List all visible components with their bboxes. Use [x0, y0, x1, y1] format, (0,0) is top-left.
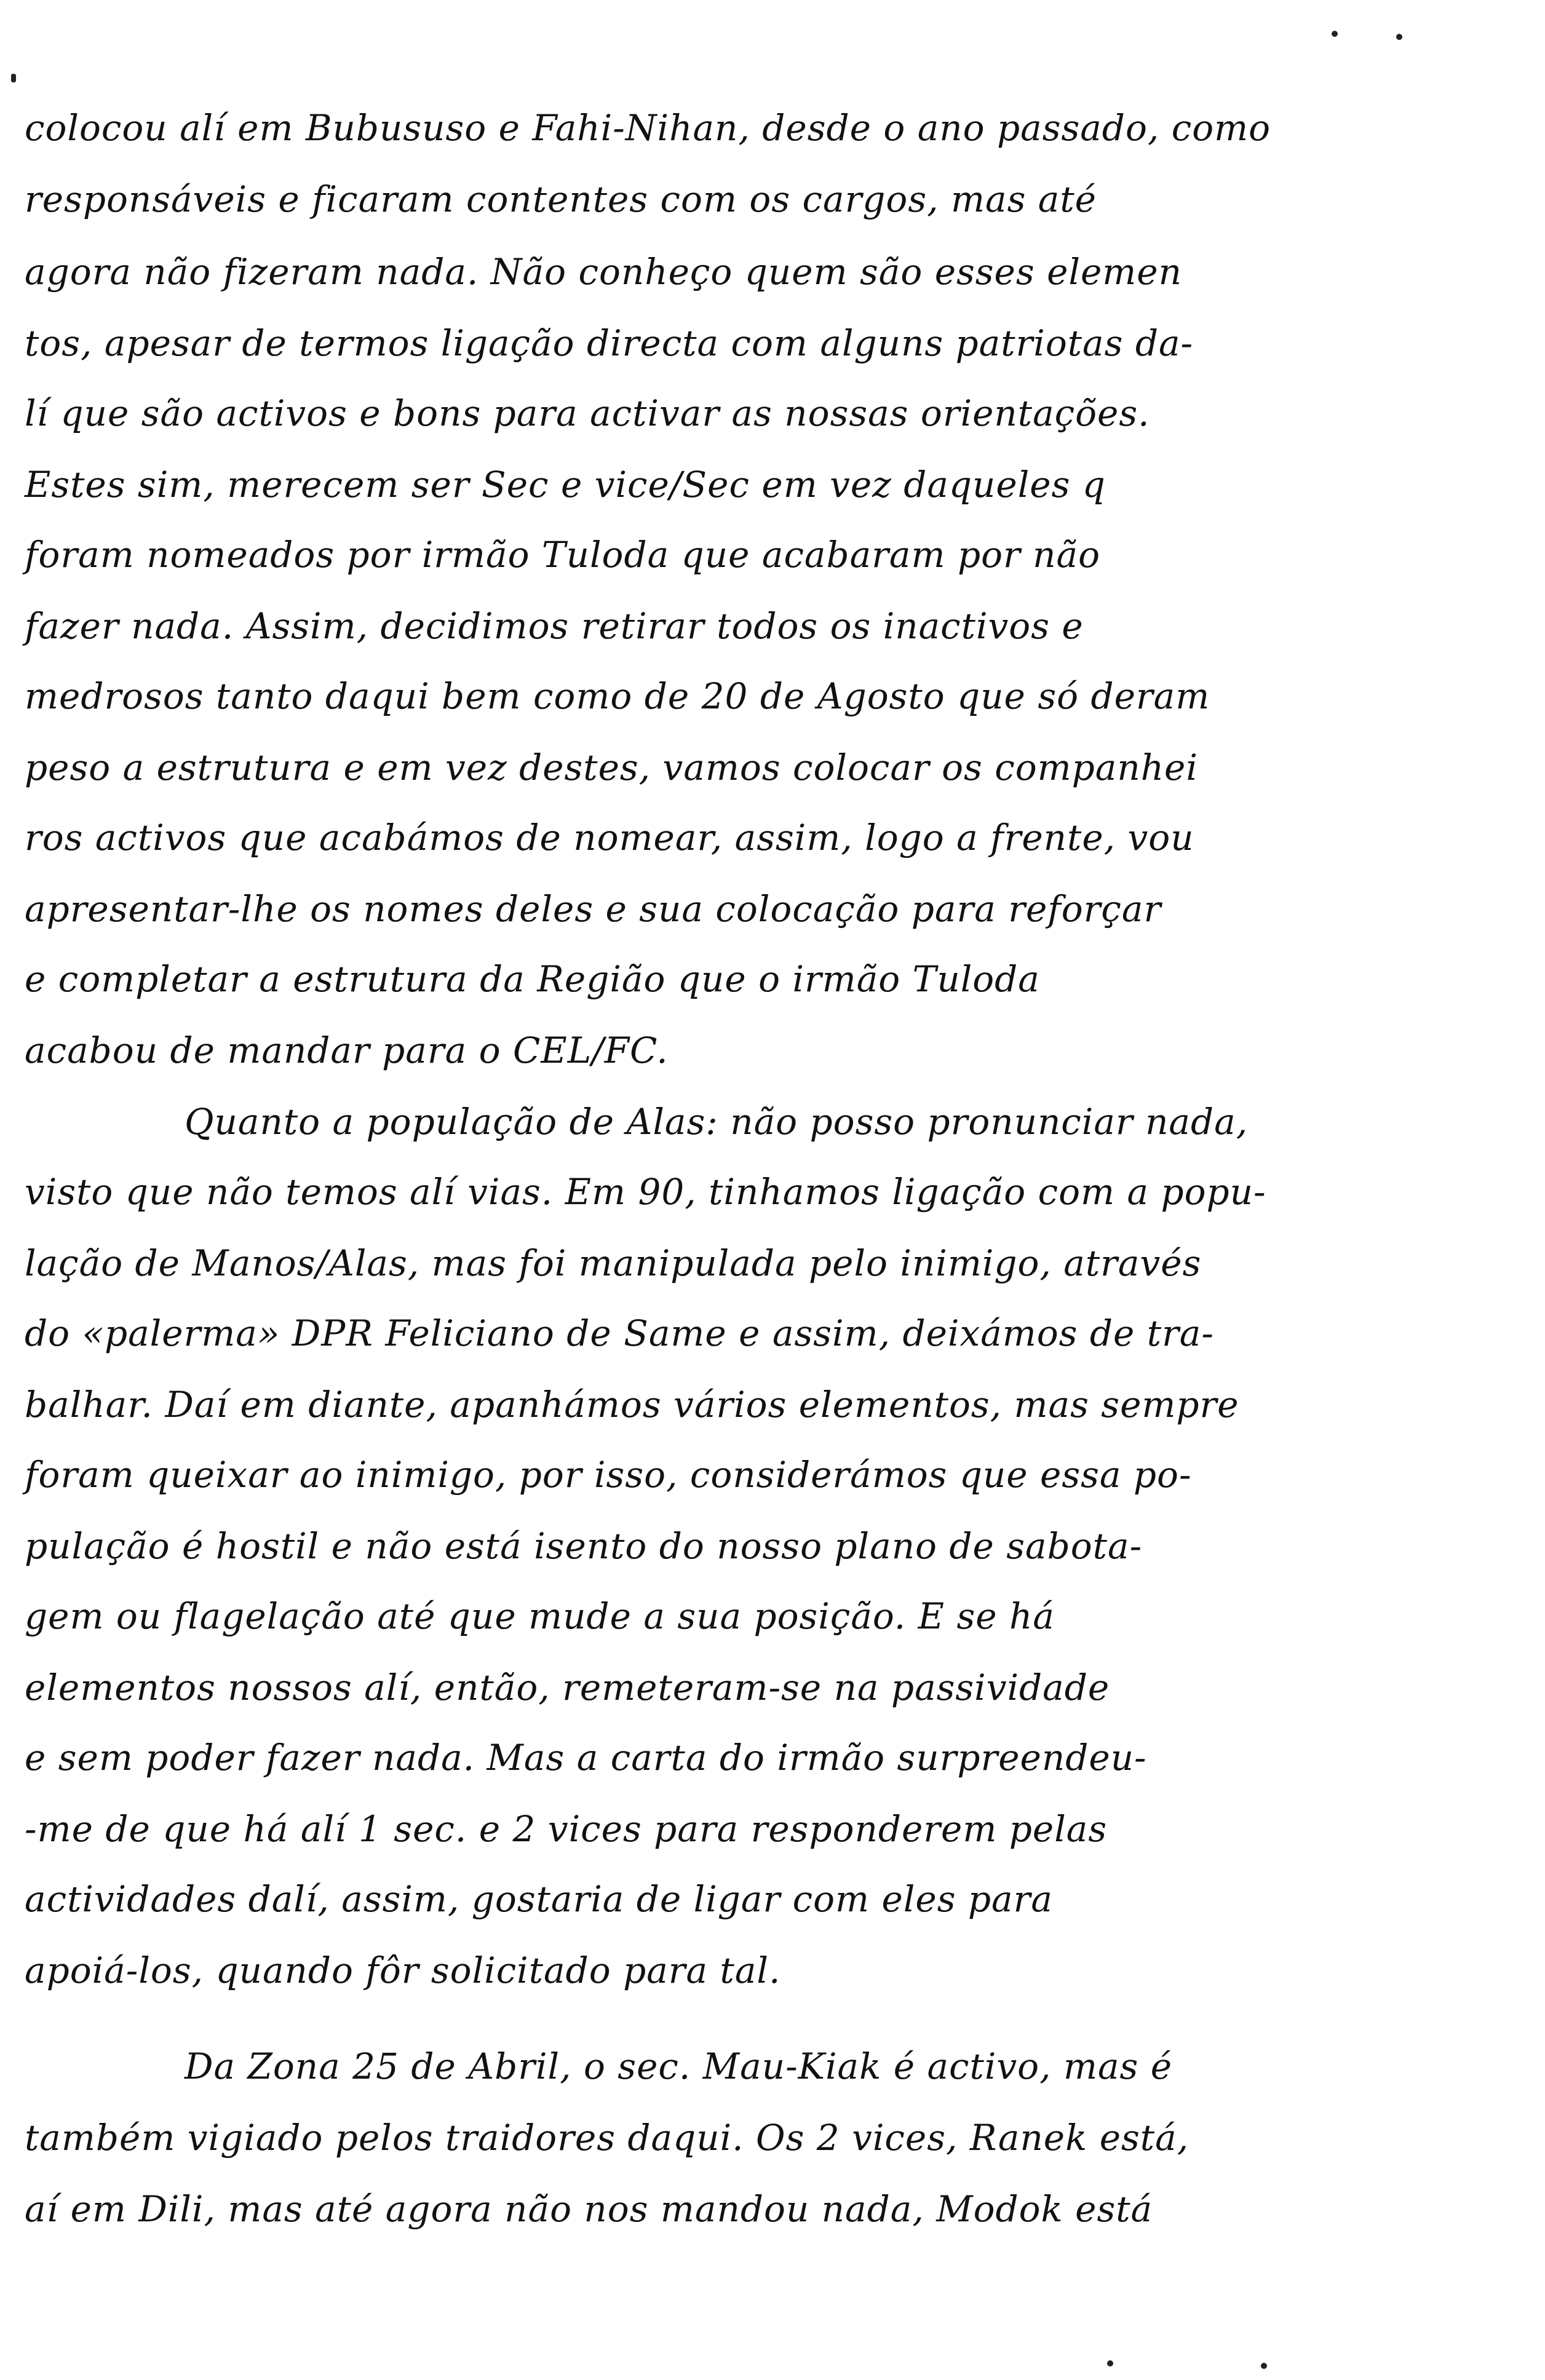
- letter-line: foram nomeados por irmão Tuloda que acabaram por não: [25, 534, 1101, 576]
- letter-line: lação de Manos/Alas, mas foi manipulada pelo inimigo, através: [25, 1242, 1202, 1284]
- letter-line: responsáveis e ficaram contentes com os cargos, mas até: [25, 178, 1097, 220]
- letter-line: visto que não temos alí vias. Em 90, tinhamos ligação com a popu-: [25, 1171, 1266, 1213]
- letter-line: e completar a estrutura da Região que o irmão Tuloda: [25, 958, 1040, 1000]
- ink-speck: [1107, 2360, 1113, 2366]
- letter-line: apoiá-los, quando fôr solicitado para tal.: [25, 1950, 781, 1991]
- letter-line: pulação é hostil e não está isento do nosso plano de sabota-: [25, 1525, 1143, 1567]
- letter-line: peso a estrutura e em vez destes, vamos colocar os companhei: [25, 747, 1198, 788]
- letter-line: ros activos que acabámos de nomear, assim, logo a frente, vou: [25, 817, 1194, 859]
- letter-line: gem ou flagelação até que mude a sua posição. E se há: [25, 1595, 1055, 1637]
- letter-line: medrosos tanto daqui bem como de 20 de Agosto que só deram: [25, 675, 1210, 717]
- letter-line: actividades dalí, assim, gostaria de ligar com eles para: [25, 1878, 1053, 1920]
- letter-line: Da Zona 25 de Abril, o sec. Mau-Kiak é activo, mas é: [185, 2045, 1173, 2087]
- letter-line: balhar. Daí em diante, apanhámos vários elementos, mas sempre: [25, 1384, 1239, 1426]
- ink-speck: [1396, 34, 1402, 40]
- ink-speck: [1332, 31, 1338, 37]
- letter-line: agora não fizeram nada. Não conheço quem são esses elemen: [25, 251, 1182, 293]
- letter-line: lí que são activos e bons para activar as nossas orientações.: [25, 392, 1150, 434]
- letter-line: e sem poder fazer nada. Mas a carta do irmão surpreendeu-: [25, 1737, 1147, 1779]
- letter-line: acabou de mandar para o CEL/FC.: [25, 1029, 669, 1071]
- letter-line: aí em Dili, mas até agora não nos mandou nada, Modok está: [25, 2188, 1153, 2230]
- ink-speck: [1261, 2363, 1267, 2369]
- letter-line: do «palerma» DPR Feliciano de Same e assim, deixámos de tra-: [25, 1312, 1214, 1354]
- letter-line: fazer nada. Assim, decidimos retirar todos os inactivos e: [25, 605, 1084, 647]
- letter-line: elementos nossos alí, então, remeteram-se na passividade: [25, 1667, 1110, 1708]
- ink-speck: [11, 74, 16, 82]
- letter-line: -me de que há alí 1 sec. e 2 vices para responderem pelas: [25, 1808, 1108, 1850]
- letter-line: tos, apesar de termos ligação directa com alguns patriotas da-: [25, 322, 1194, 364]
- letter-line: também vigiado pelos traidores daqui. Os 2 vices, Ranek está,: [25, 2117, 1190, 2159]
- letter-line: Estes sim, merecem ser Sec e vice/Sec em vez daqueles q: [25, 464, 1106, 506]
- letter-line: colocou alí em Bubususo e Fahi-Nihan, desde o ano passado, como: [25, 107, 1271, 149]
- letter-line: foram queixar ao inimigo, por isso, considerámos que essa po-: [25, 1454, 1192, 1496]
- letter-line: apresentar-lhe os nomes deles e sua colocação para reforçar: [25, 888, 1162, 930]
- letter-line: Quanto a população de Alas: não posso pronunciar nada,: [185, 1101, 1249, 1143]
